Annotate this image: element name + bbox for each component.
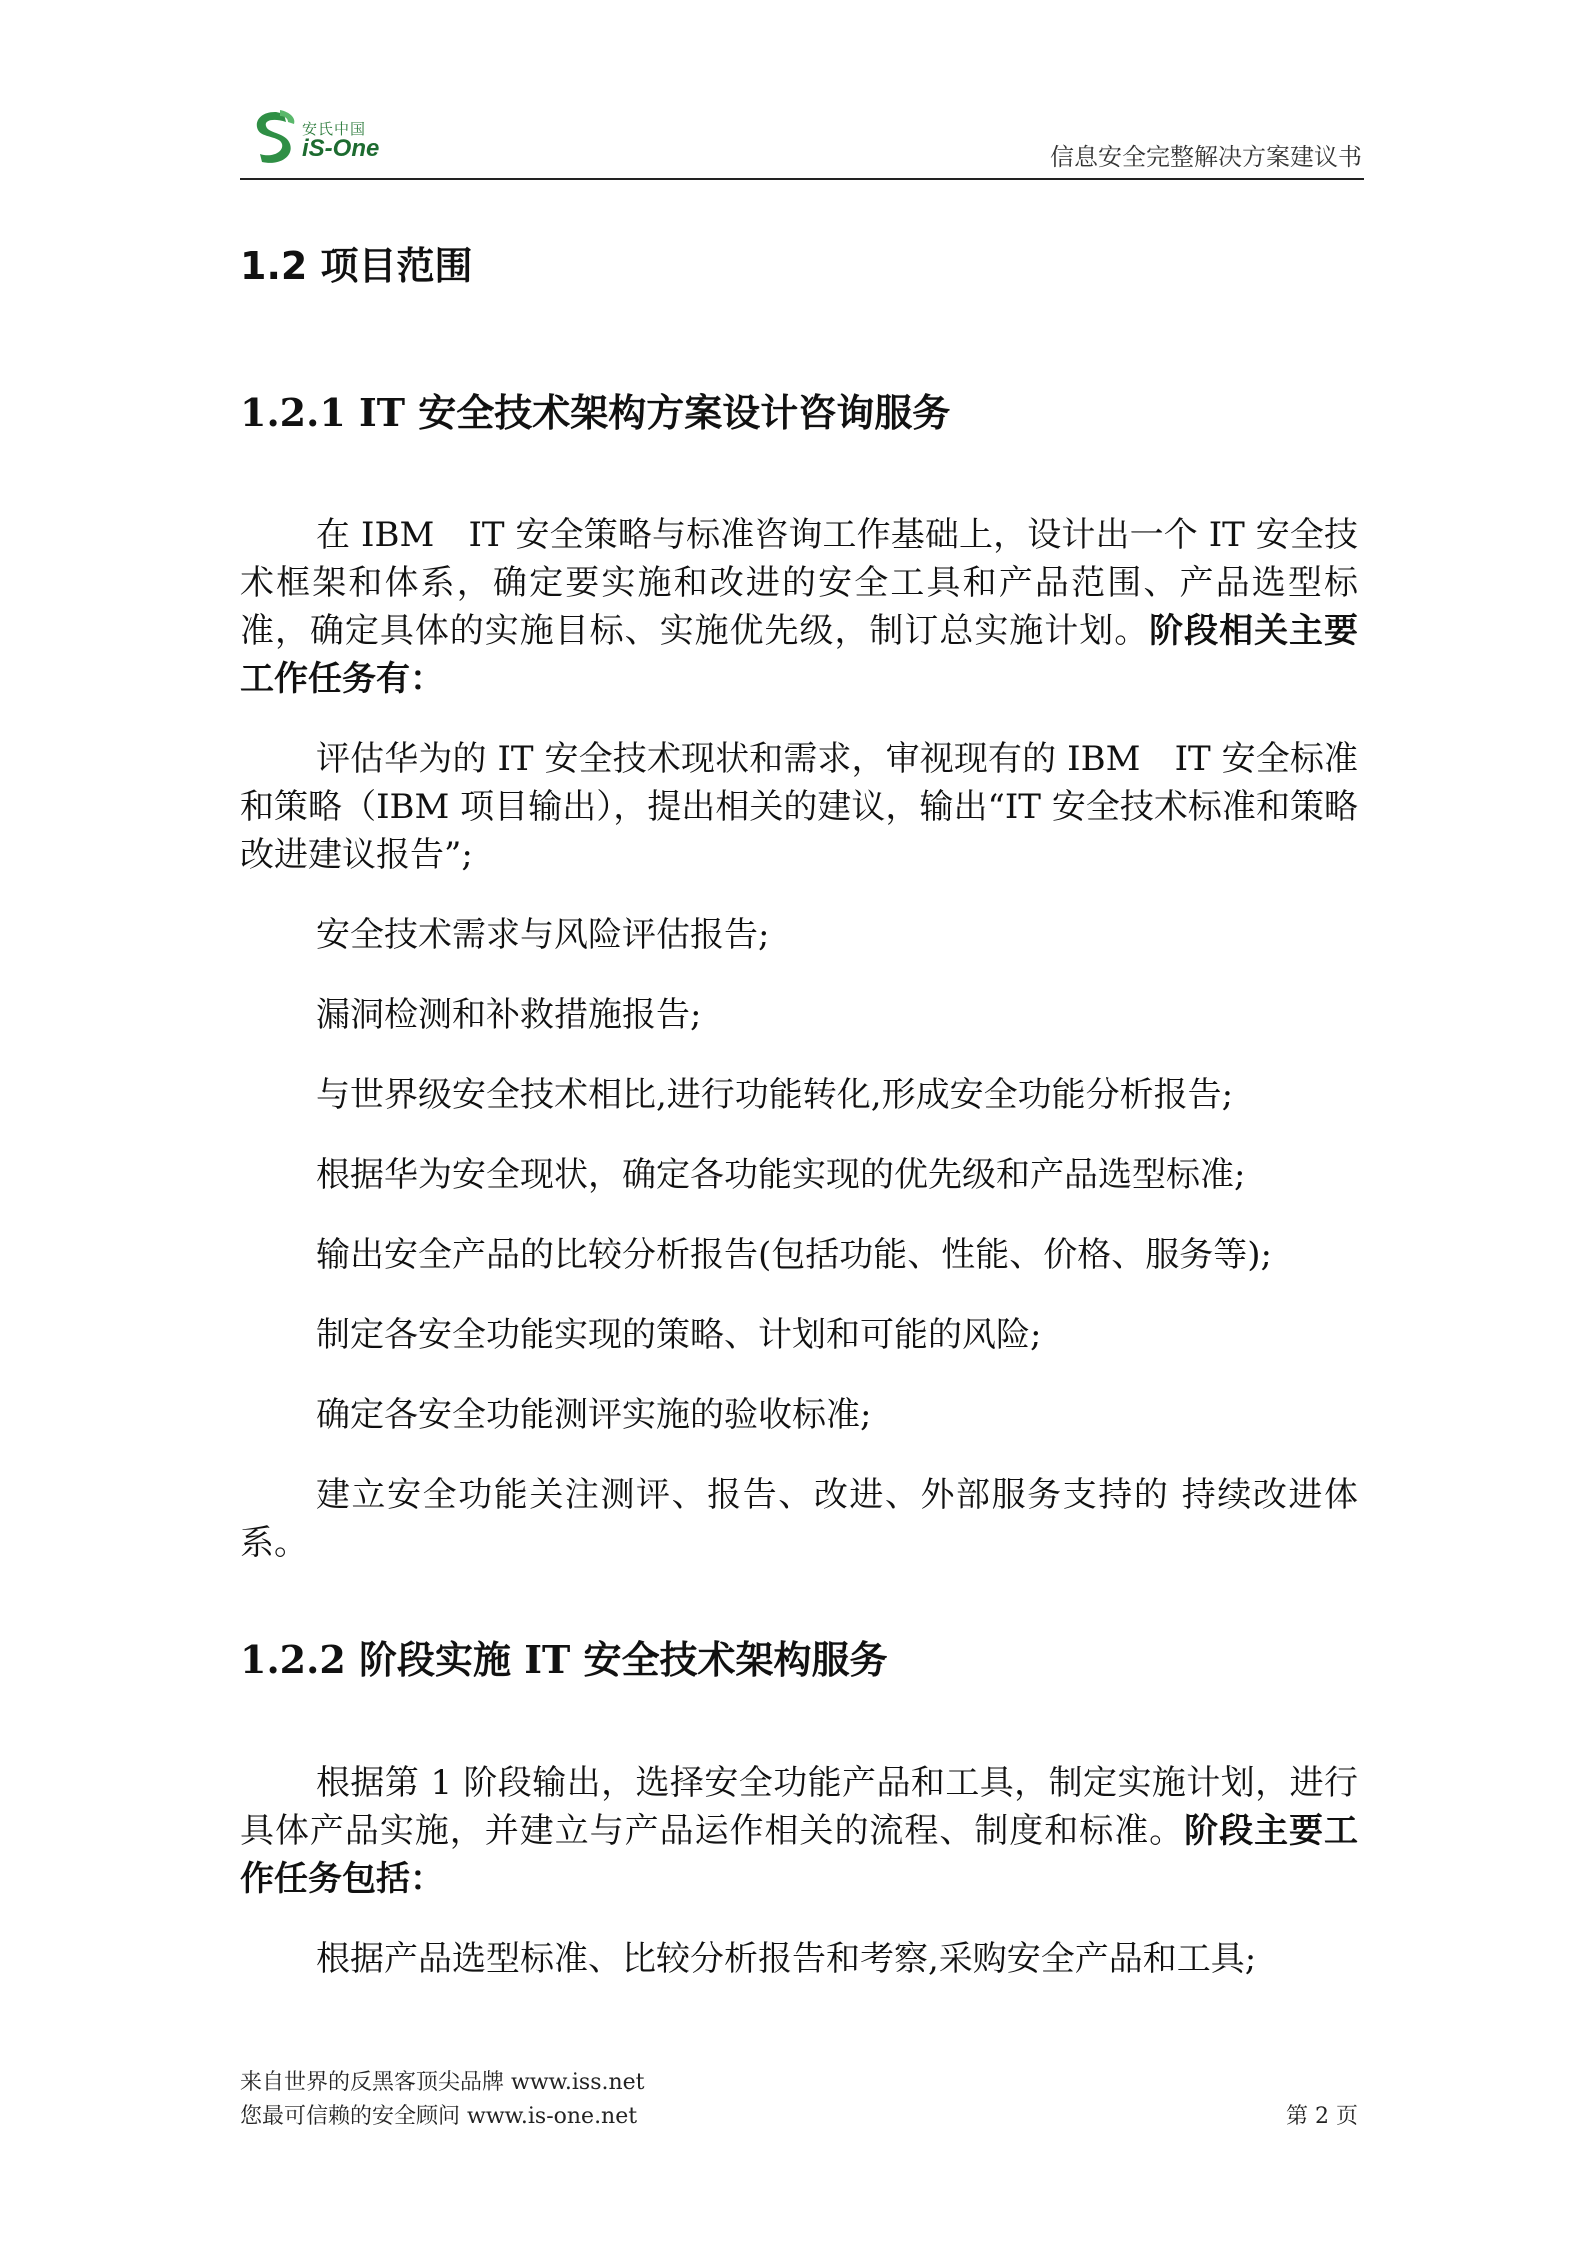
task-item: 确定各安全功能测评实施的验收标准; — [316, 1395, 872, 1436]
logo-swirl-icon — [250, 108, 300, 168]
logo-english-text: iS-One — [302, 135, 380, 162]
task-item: 漏洞检测和补救措施报告; — [316, 995, 702, 1036]
page-footer — [240, 2065, 1358, 2135]
task-item: 建立安全功能关注测评、报告、改进、外部服务支持的 持续改进体系。 — [240, 1475, 1358, 1564]
task-item: 安全技术需求与风险评估报告; — [316, 915, 770, 956]
section-heading: 1.2 项目范围 — [240, 244, 473, 288]
document-title: 信息安全完整解决方案建议书 — [1050, 143, 1362, 171]
company-logo — [250, 108, 400, 172]
task-item: 根据产品选型标准、比较分析报告和考察,采购安全产品和工具; — [316, 1938, 1257, 1979]
footer-slogan-1: 来自世界的反黑客顶尖品牌 www.iss.net — [240, 2070, 645, 2095]
intro-text: 根据第 1 阶段输出，选择安全功能产品和工具，制定实施计划，进行具体产品实施，并建立与产品运作相关的流程、制度和标准。 — [240, 1762, 1358, 1851]
task-item: 制定各安全功能实现的策略、计划和可能的风险; — [316, 1315, 1042, 1356]
task-item: 输出安全产品的比较分析报告(包括功能、性能、价格、服务等); — [316, 1235, 1272, 1276]
intro-bold-text: 阶段主要工作任务包括： — [240, 1810, 1359, 1899]
subsection-heading-2: 1.2.2 阶段实施 IT 安全技术架构服务 — [240, 1637, 888, 1683]
task-item: 与世界级安全技术相比,进行功能转化,形成安全功能分析报告; — [316, 1075, 1234, 1116]
subsection-heading-1: 1.2.1 IT 安全技术架构方案设计咨询服务 — [240, 389, 951, 435]
logo-chinese-text: 安氏中国 — [302, 120, 367, 138]
subsection-1-intro — [240, 511, 1358, 703]
footer-slogan-2: 您最可信赖的安全顾问 www.is-one.net — [240, 2104, 638, 2129]
subsection-2-intro — [240, 1759, 1358, 1903]
intro-text: 在 IBM IT 安全策略与标准咨询工作基础上，设计出一个 IT 安全技术框架和体系，确定要实施和改进的安全工具和产品范围、产品选型标准，确定具体的实施目标、实施优先级，制订总实施计划。 — [240, 515, 1358, 652]
intro-bold-text: 阶段相关主要工作任务有： — [240, 611, 1359, 700]
task-item: 评估华为的 IT 安全技术现状和需求，审视现有的 IBM IT 安全标准和策略（IBM 项目输出），提出相关的建议，输出“IT 安全技术标准和策略改进建议报告”; — [240, 739, 1358, 876]
page-content — [240, 220, 1358, 1983]
page-header — [240, 100, 1364, 180]
page-number: 第 2 页 — [1286, 2104, 1358, 2129]
task-item: 根据华为安全现状，确定各功能实现的优先级和产品选型标准; — [316, 1155, 1246, 1196]
